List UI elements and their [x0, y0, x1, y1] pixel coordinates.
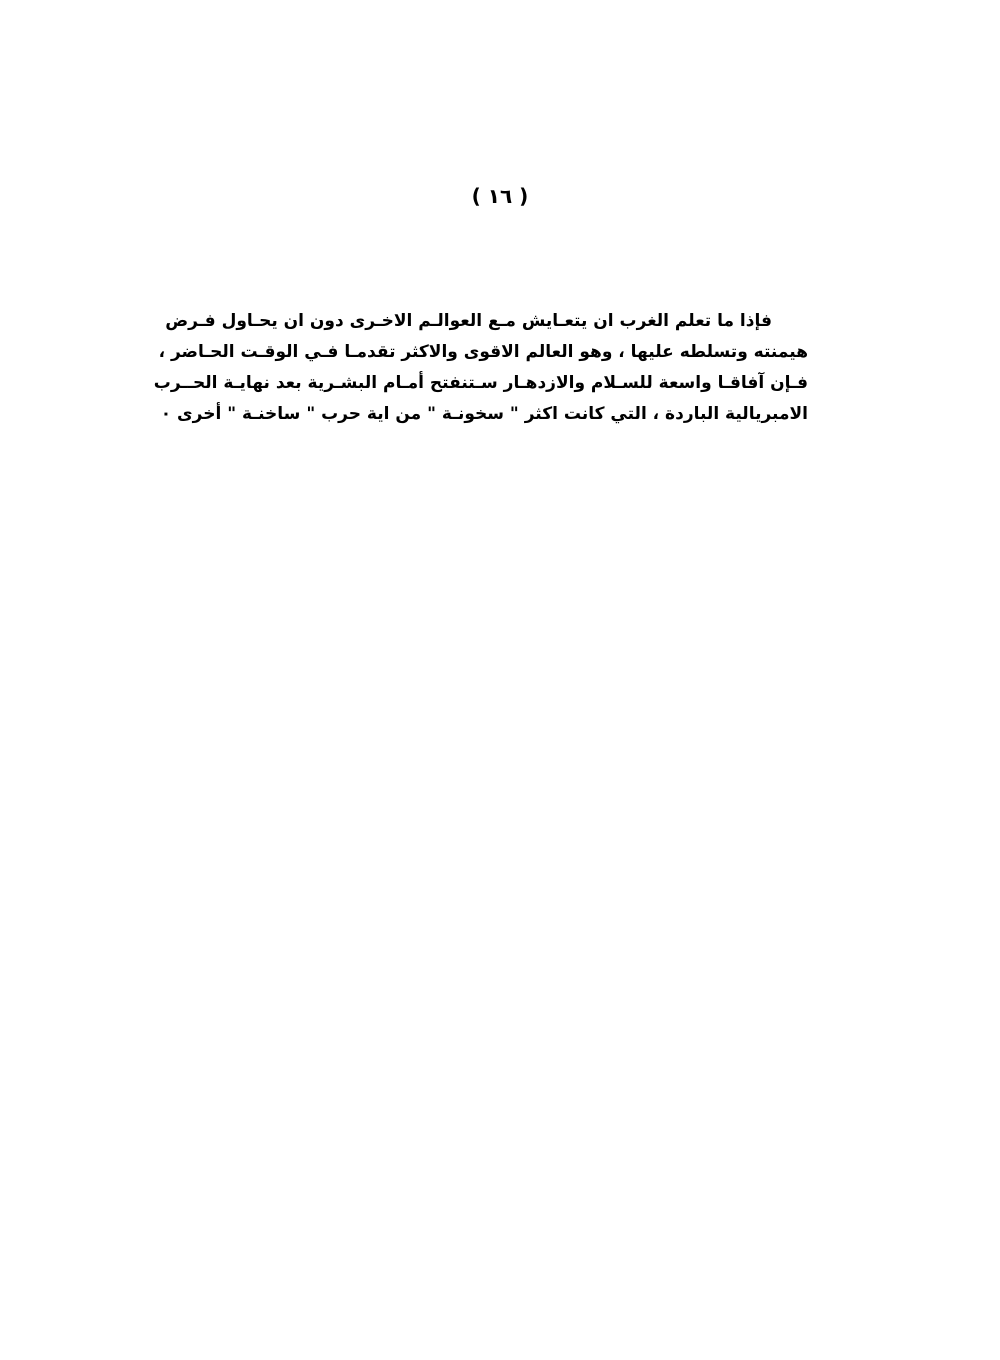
paragraph-line: فـإن آفاقـا واسعة للسـلام والازدهـار سـتنفتح أمـام البشـرية بعد نهايـة الحــرب	[153, 373, 808, 393]
paragraph-line: فإذا ما تعلم الغرب ان يتعـايش مـع العوالـم الاخـرى دون ان يحـاول فـرض	[165, 311, 772, 331]
paragraph-line: هيمنته وتسلطه عليها ، وهو العالم الاقوى والاكثر تقدمـا فـي الوقـت الحـاضر ،	[158, 342, 808, 362]
body-paragraph	[153, 306, 808, 430]
page-number: ( ١٦ )	[471, 184, 529, 208]
paragraph-line: الامبريالية الباردة ، التي كانت اكثر " سخونـة " من اية حرب " ساخنـة " أخرى ٠	[160, 404, 808, 424]
